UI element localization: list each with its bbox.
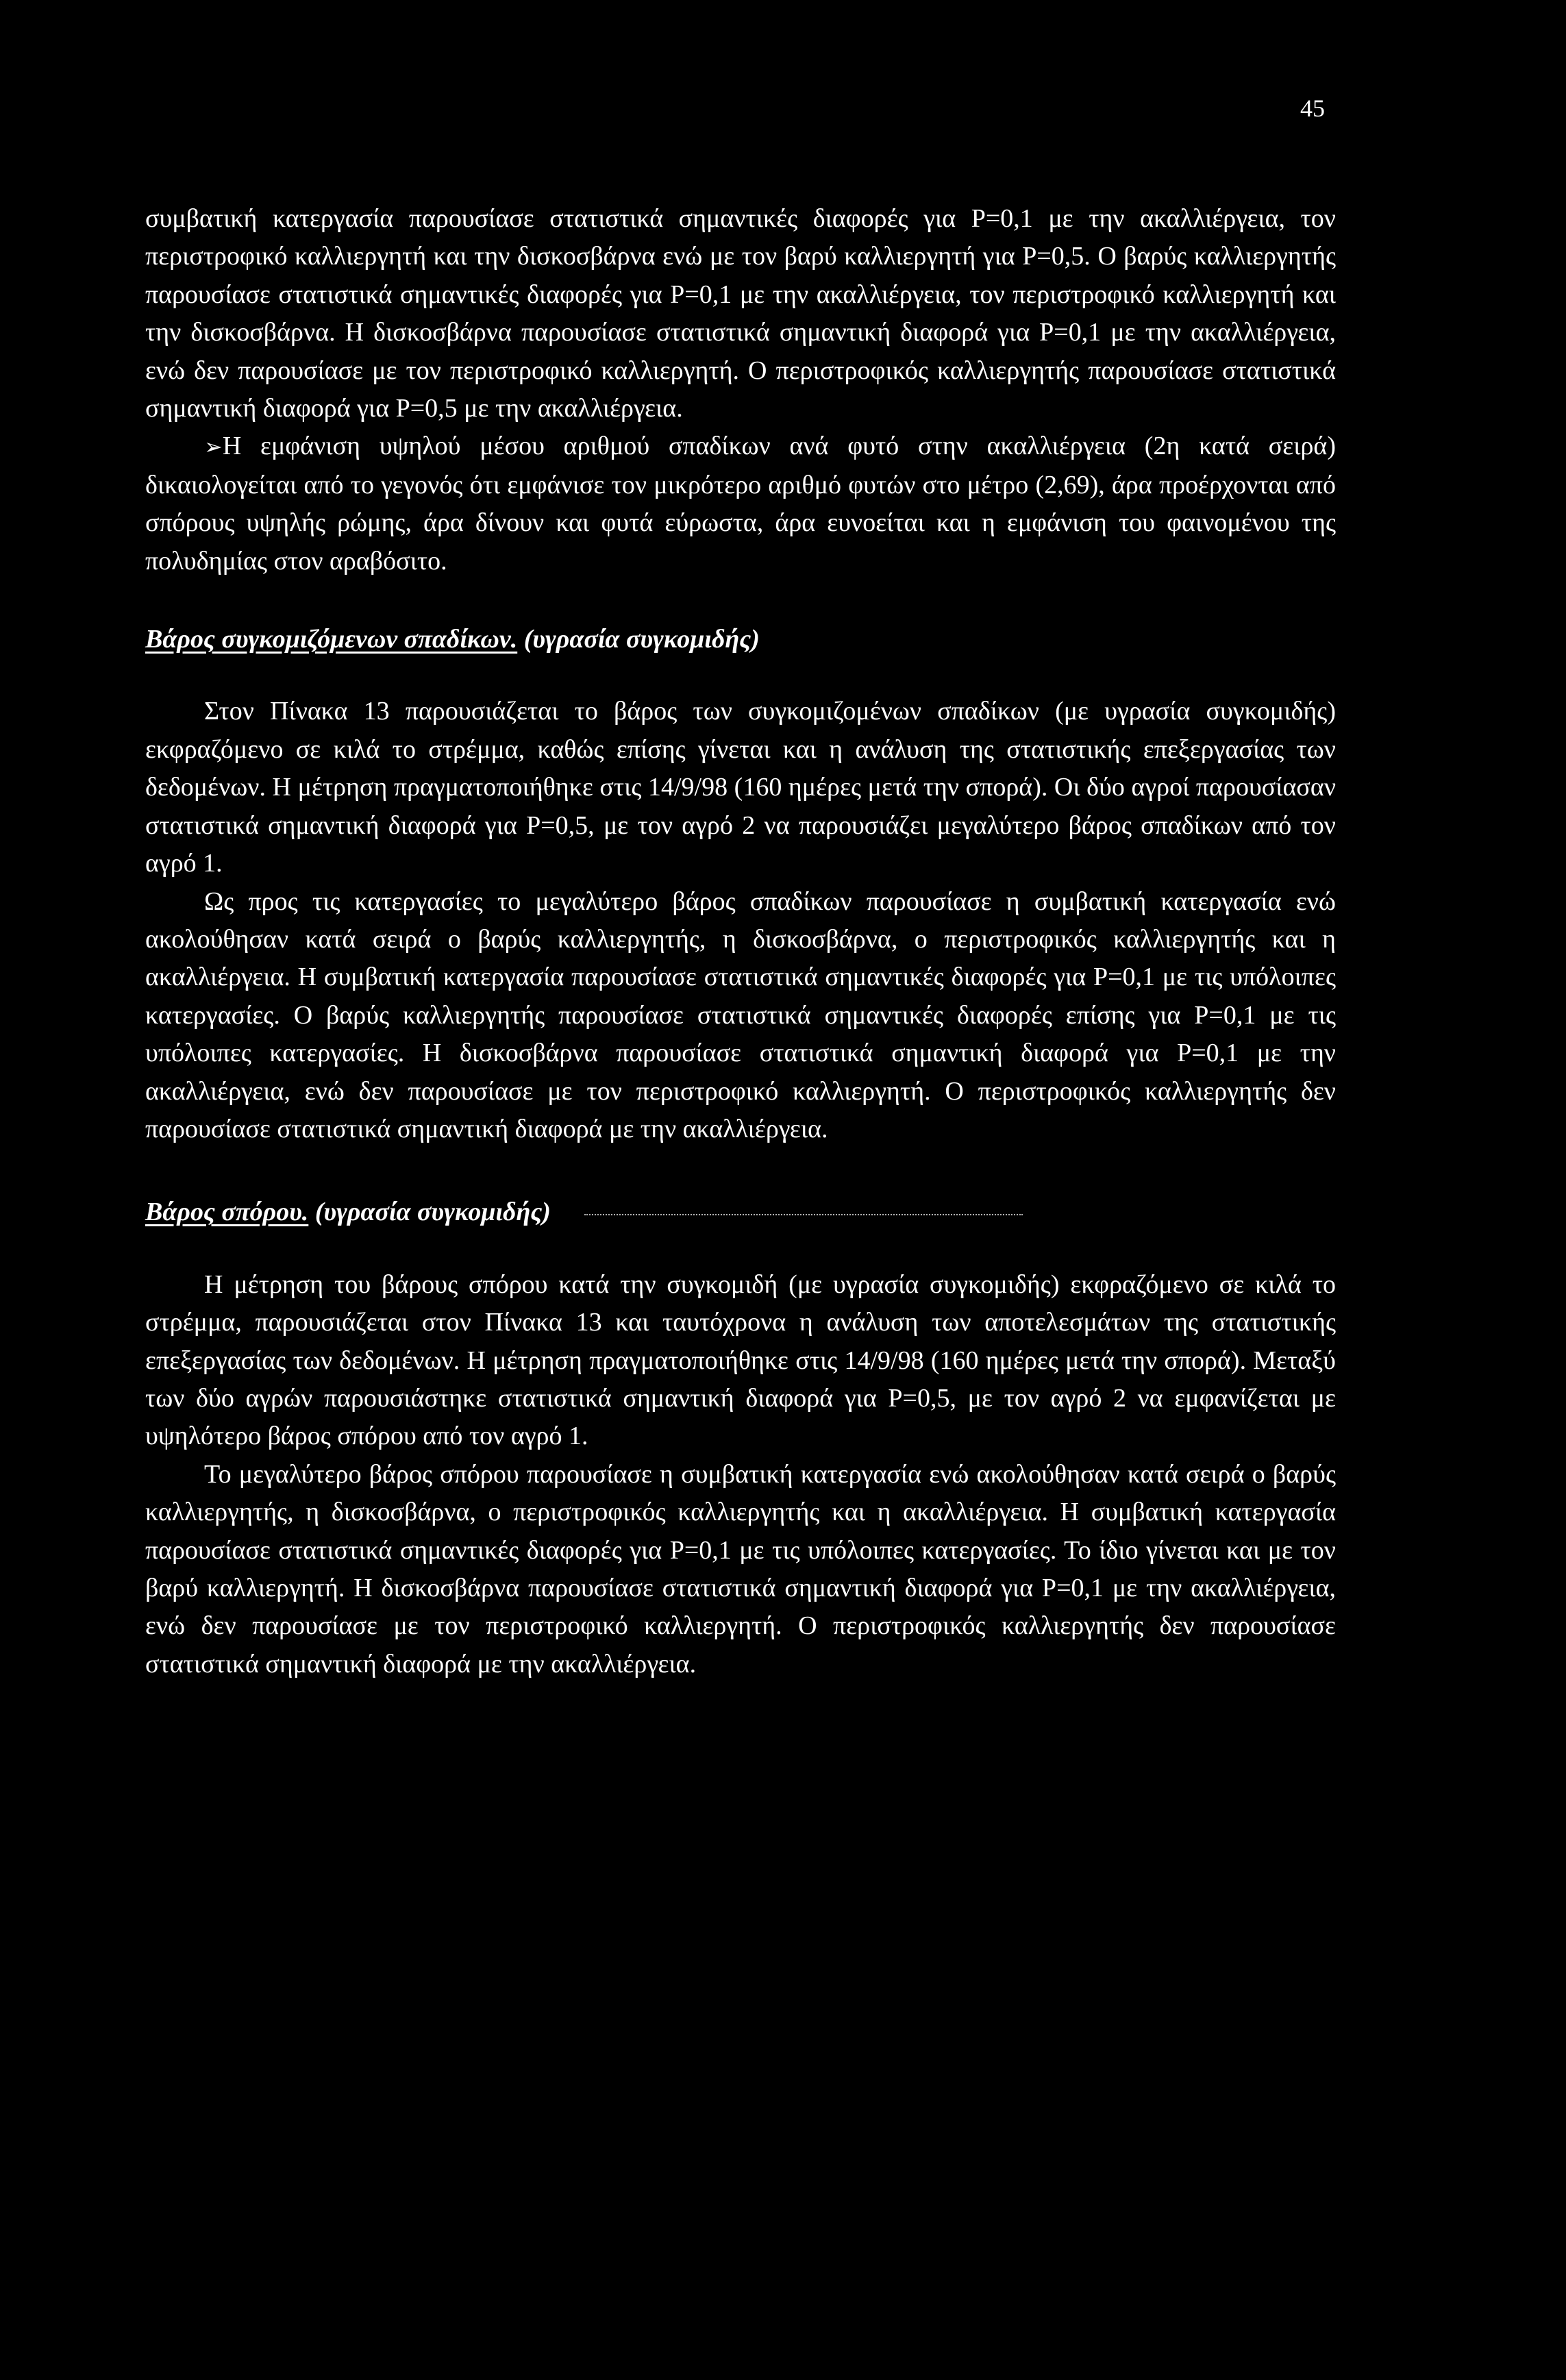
heading-qualifier: (υγρασία συγκομιδής): [523, 625, 760, 654]
dotted-rule: [584, 1214, 1023, 1215]
arrow-bullet-icon: ➢: [204, 434, 223, 460]
ear-weight-paragraph-1: Στον Πίνακα 13 παρουσιάζεται το βάρος των συγκομιζομένων σπαδίκων (με υγρασία συγκομιδής) εκφραζόμενο σε κιλά το στρέμμα, καθώς επίσης γίνεται και η ανάλυση της στατιστικής επεξεργασίας των δεδομένων. Η μέτρηση πραγματοποιήθηκε στις 14/9/98 (160 ημέρες μετά την σπορά). Οι δύο αγροί παρουσίασαν στατιστικά σημαντική διαφορά για Ρ=0,5, με τον αγρό 2 να παρουσιάζει μεγαλύτερο βάρος σπαδίκων από τον αγρό 1.: [145, 697, 1336, 878]
intro-paragraph: συμβατική κατεργασία παρουσίασε στατιστικά σημαντικές διαφορές για Ρ=0,1 με την ακαλλιέργεια, τον περιστροφικό καλλιεργητή και την δισκοσβάρνα ενώ με τον βαρύ καλλιεργητή για Ρ=0,5. Ο βαρύς καλλιεργητής παρουσίασε στατιστικά σημαντικές διαφορές για Ρ=0,1 με την ακαλλιέργεια, τον περιστροφικό καλλιεργητή και την δισκοσβάρνα. Η δισκοσβάρνα παρουσίασε στατιστικά σημαντική διαφορά για Ρ=0,1 με την ακαλλιέργεια, ενώ δεν παρουσίασε με τον περιστροφικό καλλιεργητή. Ο περιστροφικός καλλιεργητής παρουσίασε στατιστικά σημαντική διαφορά για Ρ=0,5 με την ακαλλιέργεια.: [145, 204, 1336, 423]
section-heading-seed-weight: [145, 1193, 1336, 1231]
seed-weight-paragraph-2: Το μεγαλύτερο βάρος σπόρου παρουσίασε η συμβατική κατεργασία ενώ ακολούθησαν κατά σειρά ο βαρύς καλλιεργητής, η δισκοσβάρνα, ο περιστροφικός καλλιεργητής και η ακαλλιέργεια. Η συμβατική κατεργασία παρουσίασε στατιστικά σημαντικές διαφορές για Ρ=0,1 με τις υπόλοιπες κατεργασίες. Το ίδιο γίνεται και με τον βαρύ καλλιεργητή. Η δισκοσβάρνα παρουσίασε στατιστικά σημαντική διαφορά για Ρ=0,1 με την ακαλλιέργεια, ενώ δεν παρουσίασε με τον περιστροφικό καλλιεργητή. Ο περιστροφικός καλλιεργητής δεν παρουσίασε στατιστικά σημαντική διαφορά με την ακαλλιέργεια.: [145, 1459, 1336, 1678]
section-heading-ear-weight: [145, 621, 1336, 658]
heading-main: Βάρος συγκομιζόμενων σπαδίκων.: [145, 625, 518, 654]
ear-weight-paragraph-2: Ως προς τις κατεργασίες το μεγαλύτερο βάρος σπαδίκων παρουσίασε η συμβατική κατεργασία ενώ ακολούθησαν κατά σειρά ο βαρύς καλλιεργητής, η δισκοσβάρνα, ο περιστροφικός καλλιεργητής και η ακαλλιέργεια. Η συμβατική κατεργασία παρουσίασε στατιστικά σημαντικές διαφορές για Ρ=0,1 με τις υπόλοιπες κατεργασίες. Ο βαρύς καλλιεργητής παρουσίασε στατιστικά σημαντικές διαφορές επίσης για Ρ=0,1 με τις υπόλοιπες κατεργασίες. Η δισκοσβάρνα παρουσίασε στατιστικά σημαντική διαφορά για Ρ=0,1 με την ακαλλιέργεια, ενώ δεν παρουσίασε με τον περιστροφικό καλλιεργητή. Ο περιστροφικός καλλιεργητής δεν παρουσίασε στατιστικά σημαντική διαφορά με την ακαλλιέργεια.: [145, 887, 1336, 1143]
seed-weight-paragraph-1: Η μέτρηση του βάρους σπόρου κατά την συγκομιδή (με υγρασία συγκομιδής) εκφραζόμενο σε κιλά το στρέμμα, παρουσιάζεται στον Πίνακα 13 και ταυτόχρονα η ανάλυση των αποτελεσμάτων της στατιστικής επεξεργασίας των δεδομένων. Η μέτρηση πραγματοποιήθηκε στις 14/9/98 (160 ημέρες μετά την σπορά). Μεταξύ των δύο αγρών παρουσιάστηκε στατιστικά σημαντική διαφορά για Ρ=0,5, με τον αγρό 2 να εμφανίζεται με υψηλότερο βάρος σπόρου από τον αγρό 1.: [145, 1269, 1336, 1451]
bullet-paragraph: [145, 427, 1336, 580]
page-number: 45: [1300, 95, 1325, 122]
heading-qualifier: (υγρασία συγκομιδής): [314, 1198, 551, 1227]
bullet-text: Η εμφάνιση υψηλού μέσου αριθμού σπαδίκων ανά φυτό στην ακαλλιέργεια (2η κατά σειρά) δικαιολογείται από το γεγονός ότι εμφάνισε τον μικρότερο αριθμό φυτών στο μέτρο (2,69), άρα προέρχονται από σπόρους υψηλής ρώμης, άρα δίνουν και φυτά εύρωστα, άρα ευνοείται και η εμφάνιση του φαινομένου της πολυδημίας στον αραβόσιτο.: [145, 432, 1336, 575]
document-body: [145, 200, 1336, 1683]
heading-main: Βάρος σπόρου.: [145, 1198, 309, 1227]
